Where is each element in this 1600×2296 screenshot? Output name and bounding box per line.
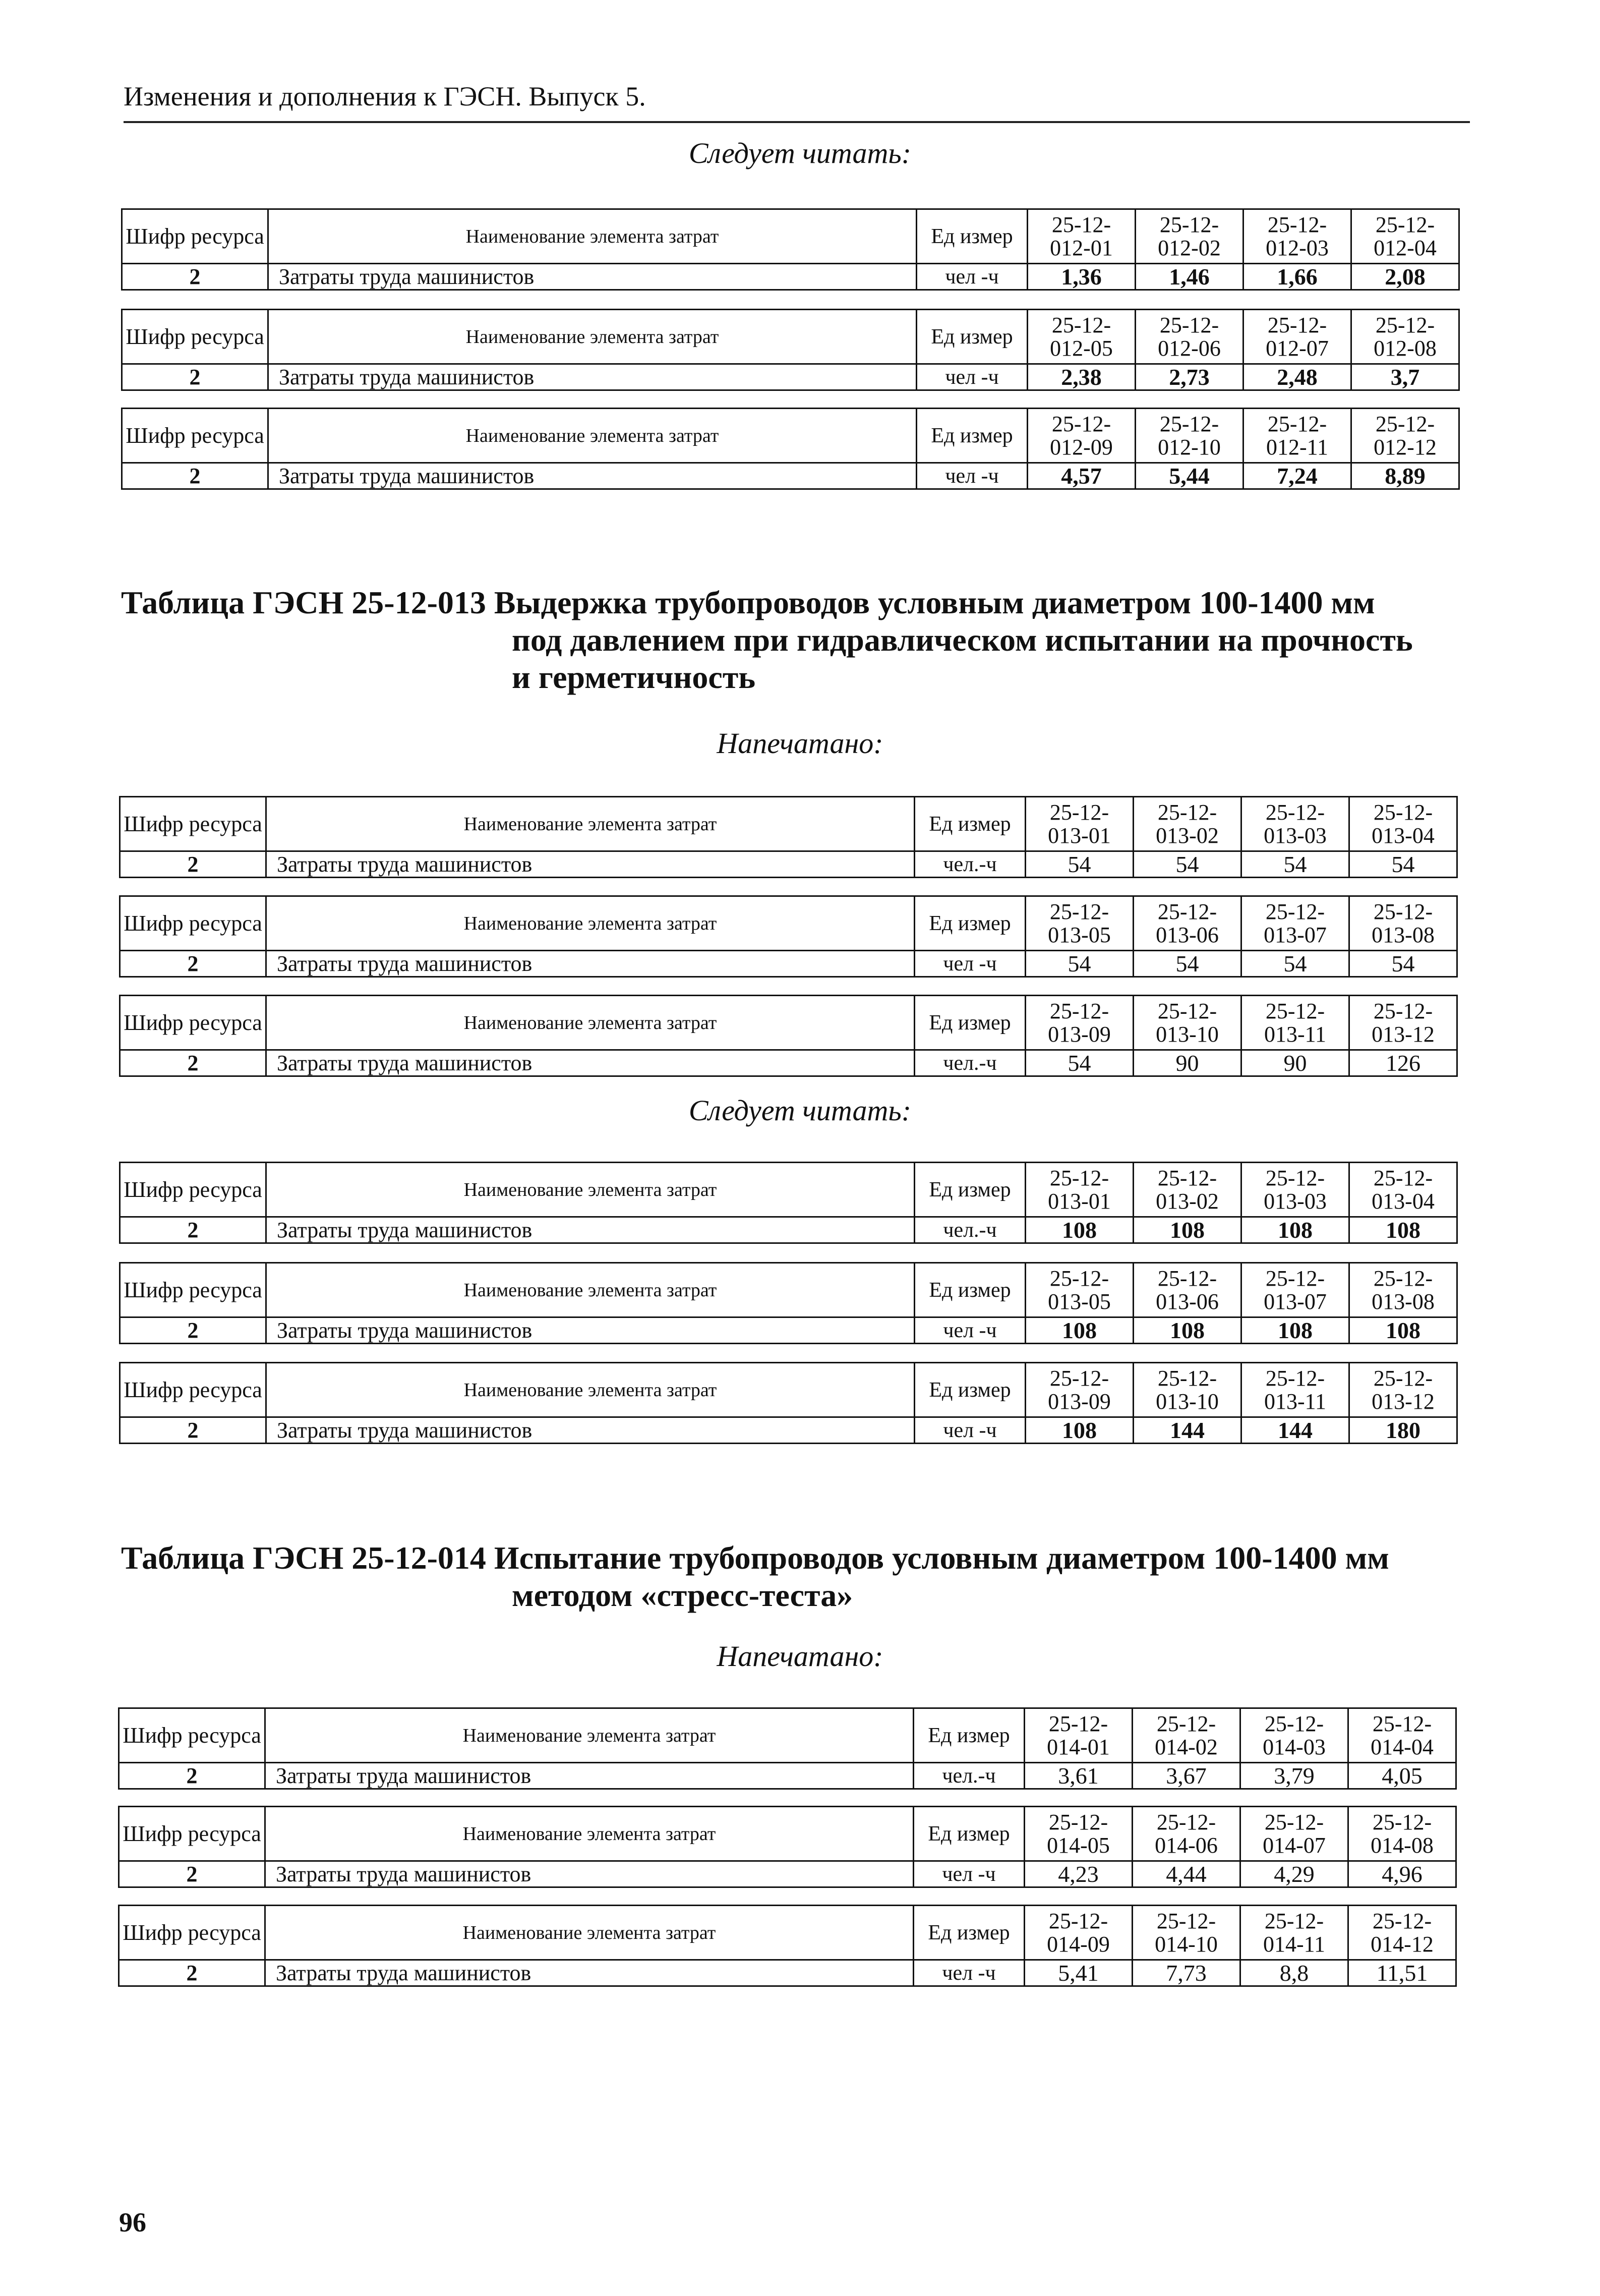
norm-code-line1: 25-12- <box>1157 998 1217 1023</box>
col-header-norm-code <box>1241 797 1349 851</box>
col-header-unit: Ед измер <box>915 896 1026 951</box>
norm-code-line2: 013-04 <box>1372 823 1435 848</box>
norm-code-line1: 25-12- <box>1375 212 1435 237</box>
row-resource-code: 2 <box>122 264 268 290</box>
row-value: 108 <box>1349 1217 1457 1243</box>
col-header-norm-code <box>1136 409 1243 463</box>
row-unit: чел -ч <box>914 1960 1025 1986</box>
norm-code-line1: 25-12- <box>1373 1365 1433 1391</box>
col-header-norm-code <box>1026 797 1134 851</box>
row-value: 3,67 <box>1133 1763 1240 1789</box>
row-value: 90 <box>1134 1050 1241 1076</box>
resource-table <box>121 309 1460 391</box>
norm-code-line2: 013-04 <box>1372 1188 1435 1214</box>
row-value: 8,89 <box>1351 463 1459 489</box>
row-value: 8,8 <box>1240 1960 1348 1986</box>
row-resource-code: 2 <box>122 463 268 489</box>
col-header-code: Шифр ресурса <box>122 310 268 364</box>
row-value: 2,38 <box>1028 364 1136 390</box>
norm-code-line2: 012-09 <box>1050 434 1113 460</box>
norm-code-line2: 014-03 <box>1263 1734 1326 1759</box>
col-header-norm-code <box>1025 1708 1133 1763</box>
running-header: Изменения и дополнения к ГЭСН. Выпуск 5. <box>124 81 646 111</box>
col-header-norm-code <box>1134 896 1241 951</box>
col-header-norm-code <box>1243 310 1351 364</box>
col-header-name: Наименование элемента затрат <box>265 1708 914 1763</box>
col-header-code: Шифр ресурса <box>122 209 268 264</box>
col-header-norm-code <box>1240 1708 1348 1763</box>
resource-table <box>121 408 1460 490</box>
table-title-line1: Таблица ГЭСН 25-12-013 Выдержка трубопроводов условным диаметром 100-1400 мм <box>121 585 1375 620</box>
col-header-unit: Ед измер <box>915 1363 1026 1417</box>
norm-code-line1: 25-12- <box>1048 1809 1108 1834</box>
row-unit: чел -ч <box>917 463 1028 489</box>
col-header-norm-code <box>1025 1807 1133 1861</box>
header-rule <box>124 121 1470 123</box>
table-title <box>121 1539 1513 1614</box>
col-header-norm-code <box>1243 209 1351 264</box>
norm-code-line1: 25-12- <box>1267 212 1327 237</box>
row-value: 3,79 <box>1240 1763 1348 1789</box>
row-unit: чел -ч <box>915 1417 1026 1444</box>
norm-code-line1: 25-12- <box>1159 212 1219 237</box>
norm-code-line2: 014-11 <box>1263 1931 1326 1957</box>
col-header-name: Наименование элемента затрат <box>266 896 915 951</box>
row-value: 108 <box>1241 1317 1349 1344</box>
norm-code-line2: 013-07 <box>1264 922 1327 947</box>
col-header-name: Наименование элемента затрат <box>265 1807 914 1861</box>
col-header-unit: Ед измер <box>917 409 1028 463</box>
norm-code-line2: 014-06 <box>1155 1832 1218 1858</box>
norm-code-line2: 012-05 <box>1050 335 1113 361</box>
section-caption: Напечатано: <box>717 1640 883 1673</box>
norm-code-line1: 25-12- <box>1267 411 1327 436</box>
row-value: 4,96 <box>1348 1861 1456 1887</box>
row-value: 1,36 <box>1028 264 1136 290</box>
norm-code-line2: 013-03 <box>1264 1188 1327 1214</box>
norm-code-line1: 25-12- <box>1048 1908 1108 1933</box>
col-header-norm-code <box>1133 1906 1240 1960</box>
col-header-norm-code <box>1241 1263 1349 1317</box>
norm-code-line2: 013-12 <box>1372 1021 1435 1047</box>
row-value: 1,66 <box>1243 264 1351 290</box>
row-value: 1,46 <box>1136 264 1243 290</box>
col-header-norm-code <box>1028 310 1136 364</box>
norm-code-line1: 25-12- <box>1157 899 1217 924</box>
col-header-name: Наименование элемента затрат <box>266 1163 915 1217</box>
norm-code-line1: 25-12- <box>1159 312 1219 337</box>
norm-code-line2: 013-01 <box>1048 823 1111 848</box>
col-header-unit: Ед измер <box>917 310 1028 364</box>
row-value: 144 <box>1134 1417 1241 1444</box>
col-header-code: Шифр ресурса <box>120 1263 266 1317</box>
row-value: 108 <box>1026 1417 1134 1444</box>
norm-code-line2: 012-07 <box>1266 335 1329 361</box>
norm-code-line1: 25-12- <box>1049 1266 1109 1291</box>
col-header-norm-code <box>1349 896 1457 951</box>
row-resource-name: Затраты труда машинистов <box>268 463 917 489</box>
row-value: 11,51 <box>1348 1960 1456 1986</box>
col-header-norm-code <box>1134 1363 1241 1417</box>
row-value: 108 <box>1134 1217 1241 1243</box>
row-resource-name: Затраты труда машинистов <box>265 1960 914 1986</box>
col-header-norm-code <box>1348 1807 1456 1861</box>
norm-code-line1: 25-12- <box>1267 312 1327 337</box>
col-header-norm-code <box>1136 310 1243 364</box>
col-header-code: Шифр ресурса <box>119 1708 265 1763</box>
row-resource-code: 2 <box>119 1861 265 1887</box>
col-header-norm-code <box>1349 797 1457 851</box>
col-header-unit: Ед измер <box>914 1708 1025 1763</box>
norm-code-line1: 25-12- <box>1049 1165 1109 1190</box>
col-header-norm-code <box>1026 1263 1134 1317</box>
norm-code-line2: 013-01 <box>1048 1188 1111 1214</box>
norm-code-line2: 012-06 <box>1158 335 1221 361</box>
col-header-norm-code <box>1240 1906 1348 1960</box>
norm-code-line2: 013-08 <box>1372 922 1435 947</box>
col-header-norm-code <box>1241 996 1349 1050</box>
norm-code-line1: 25-12- <box>1373 799 1433 825</box>
col-header-norm-code <box>1348 1708 1456 1763</box>
col-header-norm-code <box>1133 1807 1240 1861</box>
norm-code-line1: 25-12- <box>1375 312 1435 337</box>
row-value: 7,73 <box>1133 1960 1240 1986</box>
norm-code-line2: 013-06 <box>1156 1289 1219 1314</box>
col-header-norm-code <box>1349 1163 1457 1217</box>
row-value: 54 <box>1349 851 1457 878</box>
col-header-norm-code <box>1241 1163 1349 1217</box>
row-value: 90 <box>1241 1050 1349 1076</box>
col-header-norm-code <box>1134 1163 1241 1217</box>
norm-code-line2: 014-05 <box>1047 1832 1110 1858</box>
norm-code-line1: 25-12- <box>1373 1165 1433 1190</box>
norm-code-line2: 013-02 <box>1156 823 1219 848</box>
col-header-name: Наименование элемента затрат <box>268 409 917 463</box>
resource-table <box>119 796 1458 878</box>
col-header-unit: Ед измер <box>917 209 1028 264</box>
row-resource-code: 2 <box>120 1417 266 1444</box>
row-value: 2,48 <box>1243 364 1351 390</box>
resource-table <box>119 1262 1458 1344</box>
norm-code-line1: 25-12- <box>1373 899 1433 924</box>
norm-code-line2: 013-03 <box>1264 823 1327 848</box>
row-unit: чел.-ч <box>914 1763 1025 1789</box>
norm-code-line2: 013-05 <box>1048 922 1111 947</box>
table-title <box>121 584 1513 696</box>
page-number: 96 <box>119 2207 146 2237</box>
col-header-norm-code <box>1351 409 1459 463</box>
row-resource-name: Затраты труда машинистов <box>268 264 917 290</box>
row-resource-code: 2 <box>122 364 268 390</box>
row-unit: чел -ч <box>915 1317 1026 1344</box>
norm-code-line1: 25-12- <box>1157 1365 1217 1391</box>
row-value: 54 <box>1349 951 1457 977</box>
norm-code-line1: 25-12- <box>1157 1165 1217 1190</box>
row-resource-name: Затраты труда машинистов <box>265 1763 914 1789</box>
norm-code-line2: 014-04 <box>1371 1734 1434 1759</box>
col-header-code: Шифр ресурса <box>120 1163 266 1217</box>
row-unit: чел -ч <box>914 1861 1025 1887</box>
table-title-line2: методом «стресс-теста» <box>512 1577 853 1613</box>
col-header-code: Шифр ресурса <box>122 409 268 463</box>
row-resource-name: Затраты труда машинистов <box>266 851 915 878</box>
table-title-line1: Таблица ГЭСН 25-12-014 Испытание трубопроводов условным диаметром 100-1400 мм <box>121 1540 1389 1576</box>
col-header-name: Наименование элемента затрат <box>265 1906 914 1960</box>
norm-code-line2: 012-01 <box>1050 235 1113 260</box>
norm-code-line1: 25-12- <box>1265 899 1325 924</box>
resource-table <box>119 995 1458 1077</box>
row-value: 108 <box>1026 1317 1134 1344</box>
col-header-norm-code <box>1026 1363 1134 1417</box>
row-value: 108 <box>1026 1217 1134 1243</box>
row-unit: чел -ч <box>915 951 1026 977</box>
norm-code-line1: 25-12- <box>1049 799 1109 825</box>
norm-code-line2: 013-08 <box>1372 1289 1435 1314</box>
norm-code-line2: 013-10 <box>1156 1021 1219 1047</box>
row-value: 54 <box>1026 951 1134 977</box>
row-value: 144 <box>1241 1417 1349 1444</box>
col-header-code: Шифр ресурса <box>119 1906 265 1960</box>
norm-code-line2: 012-02 <box>1158 235 1221 260</box>
row-value: 54 <box>1241 851 1349 878</box>
table-title-line2: под давлением при гидравлическом испытании на прочность <box>512 622 1413 658</box>
section-caption: Напечатано: <box>717 727 883 760</box>
row-resource-name: Затраты труда машинистов <box>268 364 917 390</box>
norm-code-line2: 012-03 <box>1266 235 1329 260</box>
section-caption: Следует читать: <box>688 1094 912 1127</box>
resource-table <box>119 1162 1458 1244</box>
norm-code-line2: 014-01 <box>1047 1734 1110 1759</box>
row-value: 180 <box>1349 1417 1457 1444</box>
norm-code-line1: 25-12- <box>1051 411 1111 436</box>
col-header-norm-code <box>1134 996 1241 1050</box>
norm-code-line1: 25-12- <box>1372 1809 1432 1834</box>
row-unit: чел -ч <box>917 264 1028 290</box>
section-caption: Следует читать: <box>688 137 912 169</box>
norm-code-line2: 012-12 <box>1374 434 1437 460</box>
col-header-name: Наименование элемента затрат <box>266 996 915 1050</box>
row-value: 2,73 <box>1136 364 1243 390</box>
col-header-norm-code <box>1134 1263 1241 1317</box>
col-header-norm-code <box>1136 209 1243 264</box>
norm-code-line2: 012-04 <box>1374 235 1437 260</box>
row-value: 108 <box>1241 1217 1349 1243</box>
col-header-name: Наименование элемента затрат <box>268 310 917 364</box>
row-unit: чел.-ч <box>915 1050 1026 1076</box>
norm-code-line1: 25-12- <box>1156 1809 1216 1834</box>
norm-code-line2: 013-09 <box>1048 1021 1111 1047</box>
col-header-norm-code <box>1349 1263 1457 1317</box>
norm-code-line1: 25-12- <box>1372 1711 1432 1736</box>
col-header-unit: Ед измер <box>915 1163 1026 1217</box>
resource-table <box>118 1707 1457 1790</box>
norm-code-line1: 25-12- <box>1156 1711 1216 1736</box>
row-resource-name: Затраты труда машинистов <box>265 1861 914 1887</box>
col-header-norm-code <box>1134 797 1241 851</box>
norm-code-line1: 25-12- <box>1049 1365 1109 1391</box>
row-resource-name: Затраты труда машинистов <box>266 1317 915 1344</box>
col-header-code: Шифр ресурса <box>119 1807 265 1861</box>
row-value: 4,23 <box>1025 1861 1133 1887</box>
col-header-code: Шифр ресурса <box>120 797 266 851</box>
row-resource-name: Затраты труда машинистов <box>266 1050 915 1076</box>
norm-code-line1: 25-12- <box>1264 1908 1324 1933</box>
row-value: 108 <box>1134 1317 1241 1344</box>
col-header-code: Шифр ресурса <box>120 996 266 1050</box>
col-header-name: Наименование элемента затрат <box>266 797 915 851</box>
col-header-norm-code <box>1348 1906 1456 1960</box>
norm-code-line1: 25-12- <box>1049 899 1109 924</box>
norm-code-line2: 013-12 <box>1372 1389 1435 1414</box>
row-value: 126 <box>1349 1050 1457 1076</box>
col-header-norm-code <box>1349 1363 1457 1417</box>
col-header-norm-code <box>1026 996 1134 1050</box>
norm-code-line1: 25-12- <box>1157 1266 1217 1291</box>
norm-code-line2: 012-11 <box>1266 434 1329 460</box>
col-header-code: Шифр ресурса <box>120 1363 266 1417</box>
row-value: 54 <box>1026 1050 1134 1076</box>
row-resource-name: Затраты труда машинистов <box>266 1417 915 1444</box>
norm-code-line1: 25-12- <box>1051 212 1111 237</box>
row-unit: чел.-ч <box>915 1217 1026 1243</box>
resource-table <box>121 208 1460 291</box>
col-header-name: Наименование элемента затрат <box>266 1263 915 1317</box>
norm-code-line2: 013-11 <box>1264 1021 1327 1047</box>
col-header-unit: Ед измер <box>914 1807 1025 1861</box>
norm-code-line1: 25-12- <box>1159 411 1219 436</box>
row-resource-code: 2 <box>120 1050 266 1076</box>
norm-code-line1: 25-12- <box>1051 312 1111 337</box>
norm-code-line2: 014-10 <box>1155 1931 1218 1957</box>
norm-code-line1: 25-12- <box>1049 998 1109 1023</box>
col-header-norm-code <box>1351 209 1459 264</box>
norm-code-line2: 013-05 <box>1048 1289 1111 1314</box>
row-unit: чел.-ч <box>915 851 1026 878</box>
norm-code-line1: 25-12- <box>1265 1266 1325 1291</box>
row-resource-code: 2 <box>119 1763 265 1789</box>
row-resource-code: 2 <box>120 1217 266 1243</box>
norm-code-line1: 25-12- <box>1264 1809 1324 1834</box>
row-value: 4,05 <box>1348 1763 1456 1789</box>
row-value: 54 <box>1134 951 1241 977</box>
row-resource-code: 2 <box>120 951 266 977</box>
row-resource-name: Затраты труда машинистов <box>266 1217 915 1243</box>
col-header-norm-code <box>1133 1708 1240 1763</box>
norm-code-line2: 014-02 <box>1155 1734 1218 1759</box>
row-resource-code: 2 <box>120 1317 266 1344</box>
col-header-unit: Ед измер <box>915 996 1026 1050</box>
norm-code-line2: 014-07 <box>1263 1832 1326 1858</box>
norm-code-line2: 013-11 <box>1264 1389 1327 1414</box>
col-header-unit: Ед измер <box>914 1906 1025 1960</box>
norm-code-line1: 25-12- <box>1048 1711 1108 1736</box>
row-value: 54 <box>1026 851 1134 878</box>
norm-code-line1: 25-12- <box>1264 1711 1324 1736</box>
col-header-norm-code <box>1240 1807 1348 1861</box>
norm-code-line1: 25-12- <box>1156 1908 1216 1933</box>
norm-code-line2: 012-10 <box>1158 434 1221 460</box>
norm-code-line1: 25-12- <box>1157 799 1217 825</box>
row-value: 3,7 <box>1351 364 1459 390</box>
norm-code-line2: 012-08 <box>1374 335 1437 361</box>
norm-code-line1: 25-12- <box>1265 799 1325 825</box>
norm-code-line2: 013-02 <box>1156 1188 1219 1214</box>
norm-code-line2: 013-10 <box>1156 1389 1219 1414</box>
norm-code-line2: 014-12 <box>1371 1931 1434 1957</box>
table-title-line3: и герметичность <box>512 659 756 695</box>
row-resource-code: 2 <box>119 1960 265 1986</box>
row-resource-code: 2 <box>120 851 266 878</box>
resource-table <box>118 1905 1457 1987</box>
norm-code-line1: 25-12- <box>1372 1908 1432 1933</box>
row-value: 5,41 <box>1025 1960 1133 1986</box>
row-value: 4,57 <box>1028 463 1136 489</box>
col-header-norm-code <box>1026 896 1134 951</box>
row-value: 54 <box>1134 851 1241 878</box>
row-resource-name: Затраты труда машинистов <box>266 951 915 977</box>
col-header-norm-code <box>1241 1363 1349 1417</box>
row-value: 54 <box>1241 951 1349 977</box>
resource-table <box>118 1806 1457 1888</box>
norm-code-line2: 014-08 <box>1371 1832 1434 1858</box>
row-value: 3,61 <box>1025 1763 1133 1789</box>
norm-code-line1: 25-12- <box>1373 1266 1433 1291</box>
norm-code-line1: 25-12- <box>1265 998 1325 1023</box>
norm-code-line2: 013-06 <box>1156 922 1219 947</box>
norm-code-line2: 014-09 <box>1047 1931 1110 1957</box>
col-header-norm-code <box>1028 209 1136 264</box>
row-value: 4,44 <box>1133 1861 1240 1887</box>
col-header-norm-code <box>1351 310 1459 364</box>
col-header-name: Наименование элемента затрат <box>266 1363 915 1417</box>
row-value: 2,08 <box>1351 264 1459 290</box>
col-header-norm-code <box>1243 409 1351 463</box>
col-header-norm-code <box>1026 1163 1134 1217</box>
col-header-norm-code <box>1349 996 1457 1050</box>
row-unit: чел -ч <box>917 364 1028 390</box>
col-header-code: Шифр ресурса <box>120 896 266 951</box>
resource-table <box>119 1362 1458 1444</box>
col-header-unit: Ед измер <box>915 1263 1026 1317</box>
col-header-norm-code <box>1241 896 1349 951</box>
norm-code-line1: 25-12- <box>1373 998 1433 1023</box>
norm-code-line2: 013-09 <box>1048 1389 1111 1414</box>
col-header-unit: Ед измер <box>915 797 1026 851</box>
col-header-norm-code <box>1025 1906 1133 1960</box>
row-value: 5,44 <box>1136 463 1243 489</box>
row-value: 4,29 <box>1240 1861 1348 1887</box>
norm-code-line1: 25-12- <box>1265 1365 1325 1391</box>
norm-code-line1: 25-12- <box>1375 411 1435 436</box>
norm-code-line2: 013-07 <box>1264 1289 1327 1314</box>
col-header-name: Наименование элемента затрат <box>268 209 917 264</box>
norm-code-line1: 25-12- <box>1265 1165 1325 1190</box>
row-value: 108 <box>1349 1317 1457 1344</box>
col-header-norm-code <box>1028 409 1136 463</box>
resource-table <box>119 895 1458 978</box>
row-value: 7,24 <box>1243 463 1351 489</box>
